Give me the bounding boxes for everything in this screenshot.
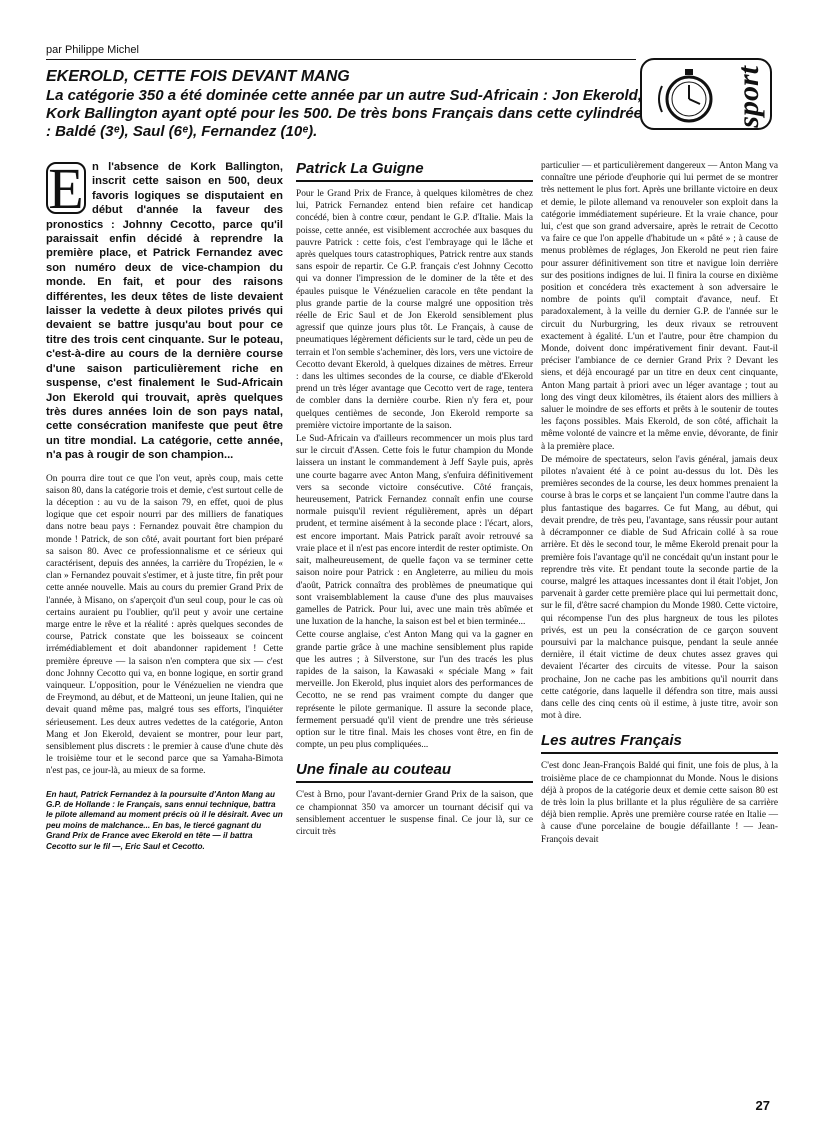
body-paragraph: particulier — et particulièrement dangereux — Anton Mang va connaître une période d'euphorie qui lui permet de se montrer très nettement le plus fort. Après une brillante victoire en deux et demie, le pilote allemand va renouveler son exploit dans la catégorie immédiatement supérieure. Et la vraie chance, pour lui, c'est que son grand adversaire, après le retrait de Cecotto va faire ce que l'on appelle d'habitude un « pâté » ; à cause de menus problèmes de réglages, Jon Ekerold ne peut rien faire pour assurer définitivement son titre et navigue loin derrière sur des positions indignes de lui. Il finira la course en dixième position et concédera très exactement à son adversaire le nombre de points qu'il comptait d'avance, neuf. Et paradoxalement, à la veille du dernier G.P. de l'année sur le circuit du Nurburgring, les deux rivaux se retrouvent exactement à égalité. L'un et l'autre, pour être champion du Monde, doivent donc impérativement finir devant. Faut-il préciser l'ambiance de ce dernier Grand Prix ? Devant les siens, et déjà encouragé par un titre en deux cent cinquante, Anton Mang partait à priori avec un léger avantage ; tout au long des vingt deux kilomètres, ils étaient alors des milliers à saluer le moindre de ses efforts et prêts à le soutenir de toutes les façons possibles. Mais Ekerold, de son côté, affichait la même volonté de vaincre et la même envie, dévorante, de finir à la première place. (541, 161, 778, 452)
top-rule (46, 59, 636, 60)
page-number: 27 (755, 1098, 770, 1113)
body-paragraph: C'est donc Jean-François Baldé qui finit, une fois de plus, à la troisième place de ce championnat du Monde. Nous le disions déjà à propos de la catégorie deux et demie cette saison 80 est de très loin la plus brillante et la plus régulière de sa carrière déjà bien remplie. Après une première course ratée en Italie — à cause d'une porcelaine de bougie défaillante ! — Jean-François devait (541, 761, 778, 845)
body-paragraph: C'est à Brno, pour l'avant-dernier Grand Prix de la saison, que ce championnat 350 va amorcer un tournant décisif qui va sensiblement accentuer le suspense final. Ce jour là, sur ce circuit très (296, 790, 533, 837)
body-paragraph: De mémoire de spectateurs, selon l'avis général, jamais deux pilotes n'avaient été à ce point au-dessus du lot. Dès les premières secondes de la course, les deux hommes prenaient la course à bras le corps et se lançaient l'un comme l'autre dans la plus fantastique des bagarres. Ce fut Mang, au début, qui devait prendre, de très peu, l'avantage, sans réussir pour autant à décramponner ce diable de Sud Africain collé à sa roue arrière. Et dès le second tour, le même Ekerold prenait pour la première fois l'avantage qu'il ne concédait qu'un instant pour le reprendre très vite. Et pendant toute la seconde partie de la course, malgré les attaques incessantes dont il était l'objet, Jon parvenait à garder cette première place qui lui permettait donc, sur le fil, d'être sacré champion du Monde 1980. Cette victoire, qui récompense l'un des plus hargneux de tous les pilotes privés, est un peu la consécration de ce garçon souvent poursuivi par la malchance puisque, pendant la seule année dernière, il était victime de deux chutes assez graves qui devaient l'écarter des circuits de vitesse. Pour la saison prochaine, Jon ne cache pas les ambitions qu'il nourrit dans cette catégorie, dans laquelle il défendra son titre, mais aussi dans celle des cinq cents où il estime, à juste titre, avoir son mot à dire. (541, 454, 778, 722)
photo-caption: En haut, Patrick Fernandez à la poursuite d'Anton Mang au G.P. de Hollande : le Français, sans ennui technique, battra le pilote allemand au moment précis où il le désirait. Avec un peu moins de malchance... En bas, le tiercé gagnant du Grand Prix de France avec Ekerold en tête — il battra Cecotto sur le fil —, Eric Saul et Cecotto. (46, 789, 283, 851)
subheading-patrick: Patrick La Guigne (296, 160, 533, 182)
deck: La catégorie 350 a été dominée cette année par un autre Sud-Africain : Jon Ekerold, Kork Ballington ayant opté pour les 500. De très bons Français dans cette cylindrée : Baldé (3ᵉ), Saul (6ᵉ), Fernandez (10ᵉ). (46, 87, 643, 140)
byline: par Philippe Michel (46, 44, 139, 56)
body-paragraph: Cette course anglaise, c'est Anton Mang qui va la gagner en grande partie grâce à une machine sensiblement plus rapide que les autres ; à Silverstone, sur l'un des tracés les plus rapides de la saison, la Kawasaki « spéciale Mang » fait merveille. Jon Ekerold, plus inquiet alors des performances de Cecotto, ne se rend pas vraiment compte du danger que représente le pilote germanique. Il assure la seconde place, fermement persuadé qu'il vient de prendre une très sérieuse option sur le titre final. Mais les choses vont être, en fin de compte, un peu plus compliquées... (296, 630, 533, 751)
subheading-finale: Une finale au couteau (296, 761, 533, 783)
stopwatch-icon (654, 66, 724, 126)
body-paragraph: Pour le Grand Prix de France, à quelques kilomètres de chez lui, Patrick Fernandez entend bien refaire cet handicap concédé, bien à contre cœur, pendant le G.P. d'Italie. Mais la poisse, cette année, est visiblement accrochée aux basques du pauvre Patrick : cette fois, c'est l'embrayage qui le lâche et après quelques tours catastrophiques, Patrick rentre aux stands sans espoir de repartir. Ce G.P. français c'est Johnny Cecotto qui va donner l'impression de le dominer de la tête et des épaules puisque le Vénézuelien caracole en tête pendant la plus grande partie de la course malgré une opposition très réelle de Eric Saul et de Jon Ekerold sensiblement plus agressif que quinze jours plus tôt. Le Français, à cause de pneumatiques légèrement déficients sur le tard, cède un peu de terrain et l'on semble s'acheminer, dès lors, vers une victoire de Cecotto devant Ekerold, à quelques dizaines de mètres. Erreur : dans les ultimes secondes de la course, ce diable d'Ekerold prend un très léger avantage que Cecotto vert de rage, tentera de combler dans la dernière courbe. Rien n'y fera et, pour quelques centièmes de seconde, Jon Ekerold remporte sa première victoire importante de la saison. (296, 189, 533, 431)
body-paragraph: On pourra dire tout ce que l'on veut, après coup, mais cette saison 80, dans la catégorie trois et demie, c'est surtout celle de la déception : au vu de la saison 79, en effet, quoi de plus logique que cet espoir nourri par des milliers de fanatiques dans notre beau pays : Fernandez pouvait être champion du monde ! Patrick, de son côté, avait pourtant fort bien préparé sa saison 80. Avec ce professionnalisme et ce sérieux qui caractérisent, depuis des années, la carrière du Tropézien, le « clan » Fernandez pouvait s'estimer, et à juste titre, fin prêt pour cette année nouvelle. Mais au cours du premier Grand Prix de l'année, à Misano, on s'aperçoit d'un seul coup, pour le cas où certains auraient pu l'oublier, qu'il peut y avoir une certaine marge entre le rêve et la réalité : après quelques secondes de course, Patrick constate que les boisseaux se coincent irrémédiablement et doit abandonner rapidement ! Cette première épreuve — la saison n'en comptera que six — c'est donc Johnny Cecotto qui va, en bonne logique, en sortir grand vainqueur. L'opposition, pour le Vénézuelien ne viendra que de Freymond, au début, et de Matteoni, un jeune Italien, qui ne devait quand même pas, malgré tous ses efforts, l'inquiéter sérieusement. Les deux autres vedettes de la catégorie, Anton Mang et Jon Ekerold, devaient se montrer, pour leur part, sensiblement plus discrets : le premier à cause d'une chute dès le troisième tour et le second parce que sa Yamaha-Bimota n'est pas, ce jour-là, au mieux de sa forme. (46, 473, 283, 777)
sport-logo (640, 58, 772, 130)
column-2 (296, 160, 533, 839)
column-3 (541, 160, 778, 847)
headline: EKEROLD, CETTE FOIS DEVANT MANG (46, 68, 350, 85)
drop-cap: E (46, 162, 86, 214)
sport-logo-word: sport (732, 66, 765, 128)
lead-paragraph: n l'absence de Kork Ballington, inscrit cette saison en 500, deux favoris logiques se disputaient en début d'année la faveur des pronostics : Johnny Cecotto, parce qu'il paraissait enfin décidé à reprendre la première place, et Patrick Fernandez avec son numéro deux de vice-champion du monde. En fait, et pour des raisons différentes, les deux têtes de liste devaient laisser la vedette à deux pilotes privés qui devaient se battre jusqu'au bout pour ce titre des trois cent cinquante. Sur le poteau, c'est-à-dire au cours de la dernière course d'une saison particulièrement riche en suspense, c'est finalement le Sud-Africain Jon Ekerold qui trouvait, après quelques très dures années loin de son pays natal, cette consécration manifeste que peut être un titre mondial. La catégorie, cette année, n'a pas à rougir de son champion... (46, 161, 283, 462)
column-1 (46, 156, 283, 853)
body-paragraph: Le Sud-Africain va d'ailleurs recommencer un mois plus tard sur le circuit d'Assen. Cette fois le futur champion du Monde laissera un instant le commandement à Jeff Sayle puis, après une courte bagarre avec Anton Mang, s'enfuira définitivement vers sa seconde victoire consécutive. Côté français, heureusement, Patrick Fernandez connaît enfin une course normale puisqu'il revient régulièrement, après un départ prudent, et termine aisément à la seconde place : l'écart, alors, est encore important. Mais Patrick paraît avoir retrouvé sa vraie place et il n'est pas encore interdit de rester optimiste. On sait, malheureusement, de quelle façon va se terminer cette saison noire pour Patrick : en Angleterre, au milieu du mois d'août, Patrick connaîtra des problèmes de pneumatique qui sont vraisemblablement la cause d'une des plus mauvaises gamelles de Patrick. Pour lui, avec une main très abîmée et une luxation de la hanche, la saison est bel et bien terminée... (296, 434, 533, 628)
subheading-autres: Les autres Français (541, 732, 778, 754)
